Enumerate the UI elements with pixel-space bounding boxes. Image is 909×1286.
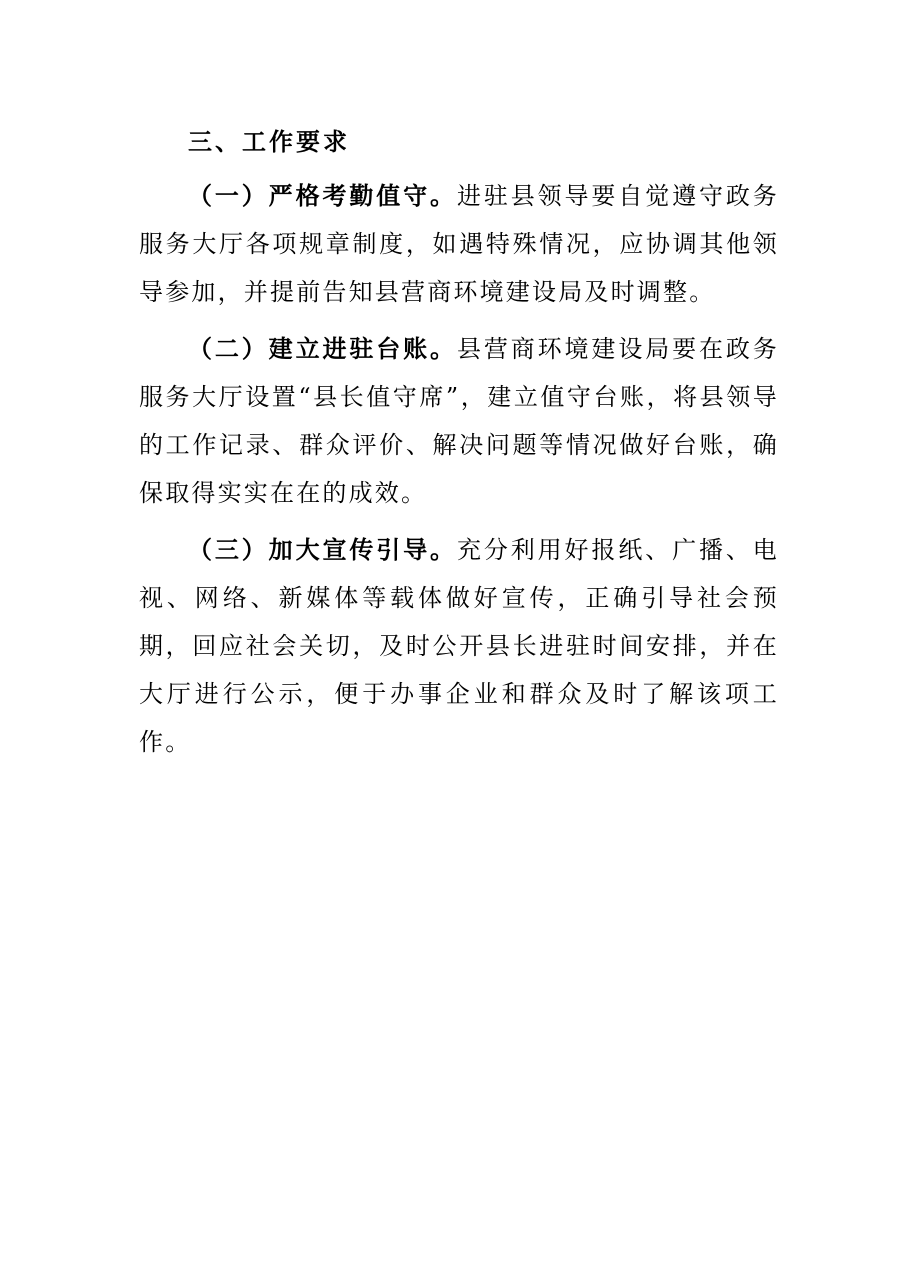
paragraph-lead: （一）严格考勤值守。 [188, 181, 457, 210]
paragraph-body: 县营商环境建设局要在政务服务大厅设置“县长值守席”，建立值守台账，将县领导的工作记录、群众评价、解决问题等情况做好台账，确保取得实实在在的成效。 [139, 335, 779, 507]
paragraph-lead: （三）加大宣传引导。 [188, 535, 457, 564]
paragraph-lead: （二）建立进驻台账。 [188, 334, 457, 363]
paragraph-publicity [139, 526, 779, 766]
paragraph-body: 进驻县领导要自觉遵守政务服务大厅各项规章制度，如遇特殊情况，应协调其他领导参加，并提前告知县营商环境建设局及时调整。 [139, 182, 779, 306]
document-body [139, 118, 779, 766]
section-heading: 三、工作要求 [188, 127, 350, 156]
paragraph-body: 充分利用好报纸、广播、电视、网络、新媒体等载体做好宣传，正确引导社会预期，回应社会关切，及时公开县长进驻时间安排，并在大厅进行公示，便于办事企业和群众及时了解该项工作。 [139, 536, 779, 756]
paragraph-attendance [139, 172, 779, 316]
paragraph-ledger [139, 325, 779, 517]
